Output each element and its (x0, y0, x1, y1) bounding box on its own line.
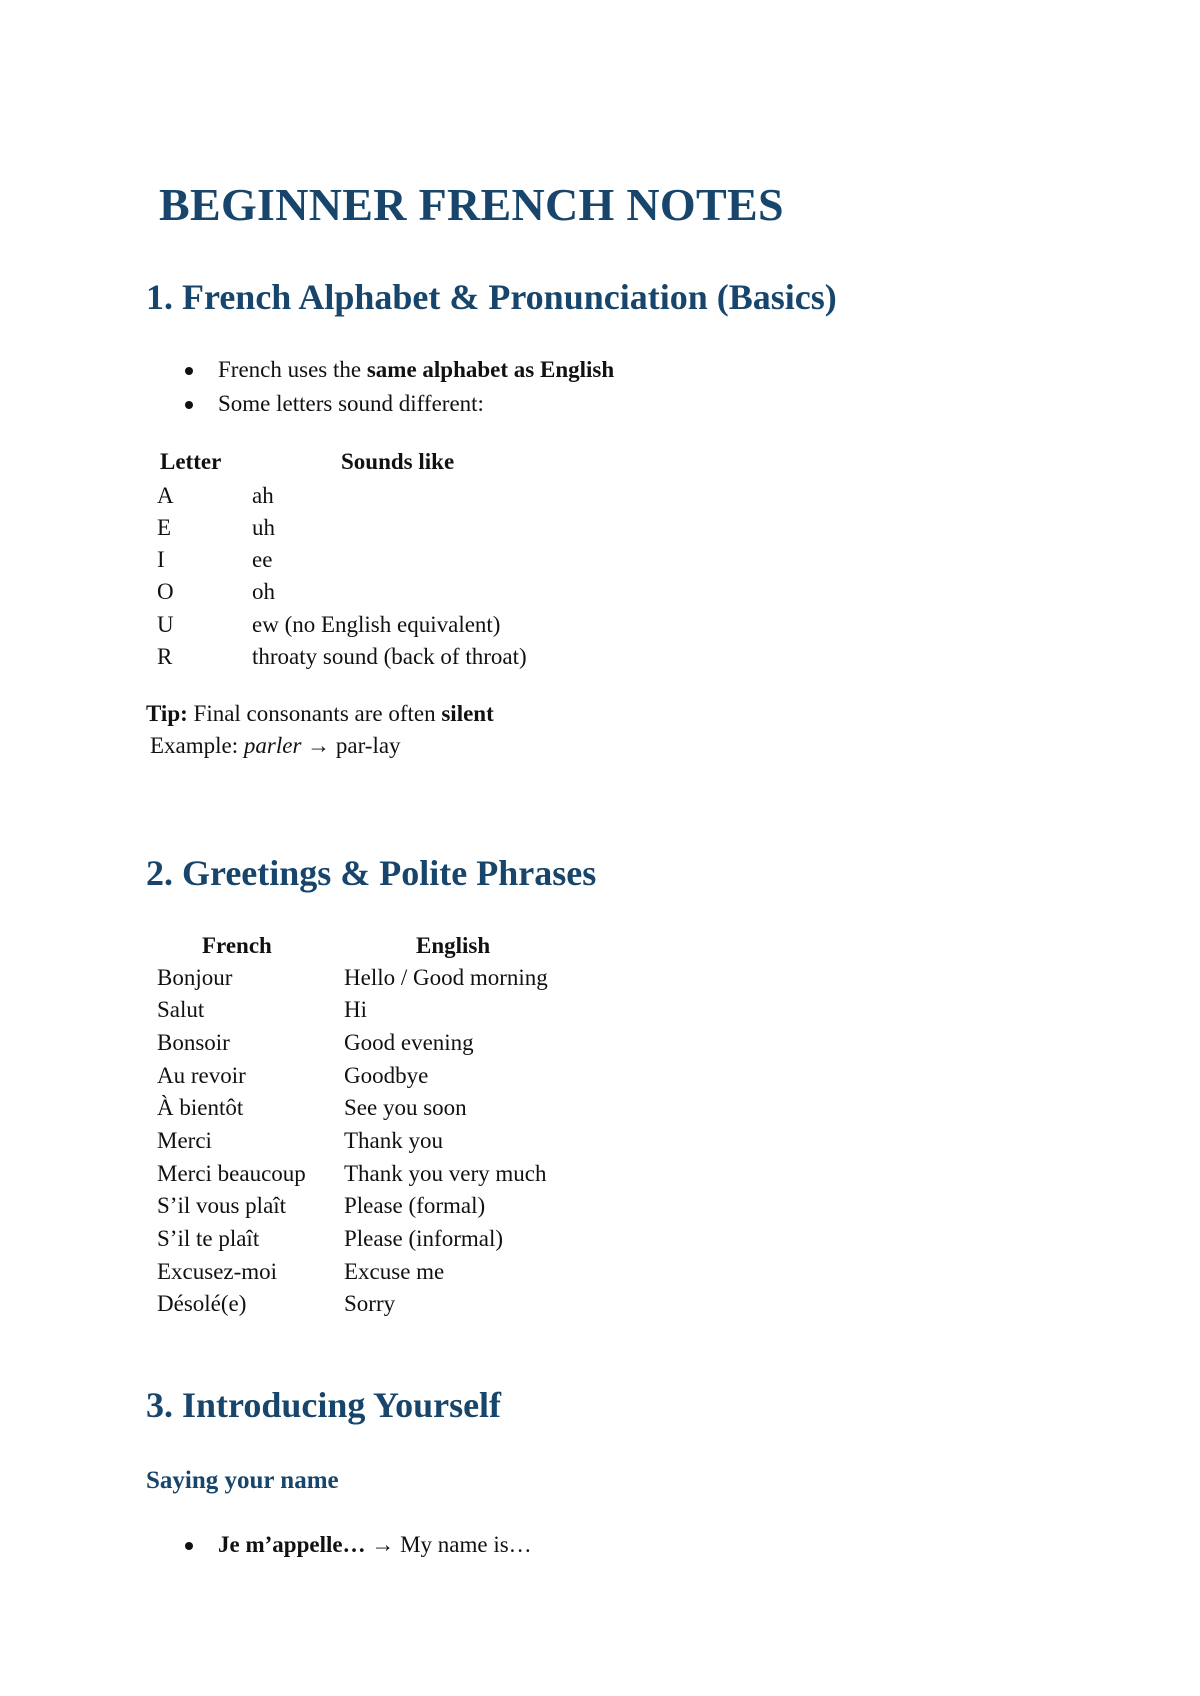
table-cell-french: Merci (157, 1128, 212, 1153)
section-2-heading: 2. Greetings & Polite Phrases (146, 853, 597, 893)
tip-bold-text: silent (441, 701, 494, 726)
saying-your-name-subheading: Saying your name (146, 1467, 339, 1494)
example-paragraph (150, 731, 401, 761)
table-cell-english: Thank you very much (344, 1161, 547, 1186)
table-cell-sound: oh (252, 579, 275, 604)
table-cell-sound: uh (252, 515, 275, 540)
list-item (0, 353, 614, 387)
table-cell-english: Good evening (344, 1030, 474, 1055)
sounds-like-column-header: Sounds like (341, 449, 455, 474)
example-word: parler (243, 733, 302, 758)
table-cell-french: S’il vous plaît (157, 1193, 287, 1218)
table-cell-english: Goodbye (344, 1063, 429, 1088)
section-1-heading: 1. French Alphabet & Pronunciation (Basics) (146, 277, 837, 317)
tip-text: Final consonants are often (187, 701, 442, 726)
table-cell-french: Bonsoir (157, 1030, 230, 1055)
table-cell-english: Please (informal) (344, 1226, 504, 1251)
table-cell-sound: ee (252, 547, 273, 572)
table-cell-letter: A (157, 483, 174, 508)
table-cell-sound: ew (no English equivalent) (252, 612, 501, 637)
list-item (0, 1528, 532, 1562)
table-cell-english: Sorry (344, 1291, 396, 1316)
table-cell-french: Merci beaucoup (157, 1161, 306, 1186)
table-cell-letter: E (157, 515, 172, 540)
table-cell-english: Thank you (344, 1128, 444, 1153)
table-cell-sound: throaty sound (back of throat) (252, 644, 527, 669)
bullet-bold-text: same alphabet as English (366, 357, 615, 382)
section-1-bullets (0, 353, 614, 421)
tip-paragraph (146, 699, 494, 729)
english-column-header: English (416, 933, 491, 958)
table-cell-english: Excuse me (344, 1259, 445, 1284)
table-cell-letter: I (157, 547, 165, 572)
table-cell-english: See you soon (344, 1095, 467, 1120)
table-cell-english: Hi (344, 997, 367, 1022)
table-cell-letter: U (157, 612, 174, 637)
table-cell-french: Au revoir (157, 1063, 246, 1088)
table-cell-french: Désolé(e) (157, 1291, 247, 1316)
table-cell-french: Excusez-moi (157, 1259, 278, 1284)
table-cell-letter: R (157, 644, 173, 669)
letter-column-header: Letter (160, 449, 222, 474)
table-cell-letter: O (157, 579, 174, 604)
example-label: Example: (150, 733, 244, 758)
table-cell-french: Salut (157, 997, 205, 1022)
bullet-bold-text: Je m’appelle… (218, 1532, 366, 1557)
list-item (0, 387, 614, 421)
bullet-text: Some letters sound different: (218, 391, 484, 416)
table-cell-french: Bonjour (157, 965, 233, 990)
section-3-heading: 3. Introducing Yourself (146, 1385, 502, 1425)
table-cell-english: Hello / Good morning (344, 965, 548, 990)
table-cell-french: S’il te plaît (157, 1226, 260, 1251)
table-cell-french: À bientôt (157, 1095, 244, 1120)
example-pronunciation: → par-lay (301, 733, 401, 758)
bullet-text: → My name is… (365, 1532, 532, 1557)
tip-label: Tip: (146, 701, 188, 726)
section-3-bullets (0, 1528, 532, 1562)
document-title: BEGINNER FRENCH NOTES (159, 179, 784, 230)
french-column-header: French (202, 933, 272, 958)
table-cell-sound: ah (252, 483, 274, 508)
table-cell-english: Please (formal) (344, 1193, 486, 1218)
bullet-text: French uses the (218, 357, 367, 382)
